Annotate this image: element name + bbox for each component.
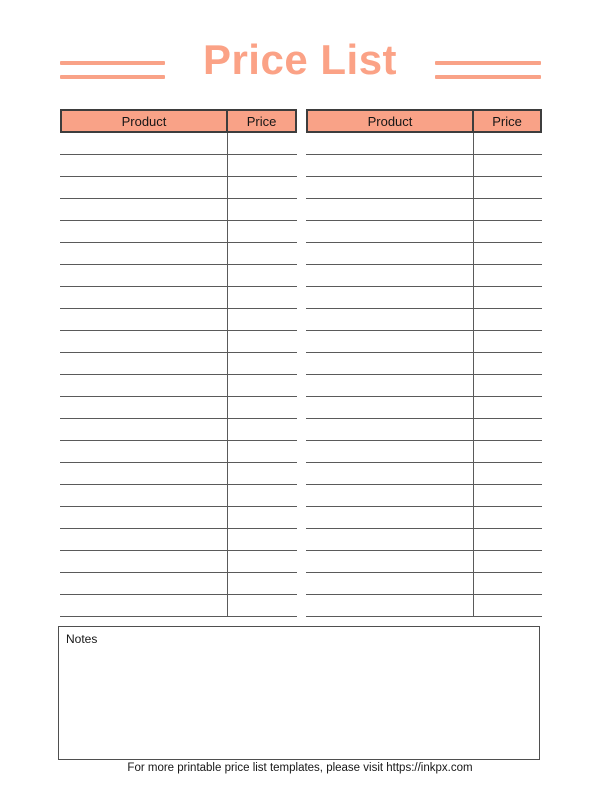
price-cell: [228, 309, 297, 330]
price-cell: [474, 309, 542, 330]
product-cell: [306, 331, 474, 352]
table-row: [306, 265, 542, 287]
price-cell: [228, 287, 297, 308]
price-table-right: [306, 109, 542, 617]
title-decoration-right: [435, 61, 541, 79]
table-row: [60, 155, 297, 177]
price-cell: [474, 199, 542, 220]
product-cell: [60, 133, 228, 154]
product-cell: [306, 397, 474, 418]
price-cell: [228, 507, 297, 528]
price-cell: [228, 243, 297, 264]
product-cell: [60, 155, 228, 176]
table-row: [306, 397, 542, 419]
price-cell: [474, 397, 542, 418]
price-cell: [228, 331, 297, 352]
price-cell: [474, 133, 542, 154]
price-cell: [228, 573, 297, 594]
product-cell: [60, 177, 228, 198]
footer-text: For more printable price list templates, please visit https://inkpx.com: [127, 762, 473, 774]
product-cell: [60, 595, 228, 616]
price-cell: [228, 485, 297, 506]
price-cell: [228, 353, 297, 374]
product-cell: [60, 221, 228, 242]
price-cell: [474, 573, 542, 594]
table-row: [306, 331, 542, 353]
product-cell: [60, 375, 228, 396]
price-cell: [228, 463, 297, 484]
table-row: [306, 595, 542, 617]
column-header-product: Product: [62, 111, 228, 131]
table-body: [60, 133, 297, 617]
table-row: [306, 177, 542, 199]
price-cell: [474, 595, 542, 616]
price-cell: [228, 155, 297, 176]
table-body: [306, 133, 542, 617]
product-cell: [306, 155, 474, 176]
price-table-left: [60, 109, 297, 617]
table-row: [60, 243, 297, 265]
price-cell: [228, 177, 297, 198]
table-row: [306, 199, 542, 221]
product-cell: [306, 529, 474, 550]
table-header-row: [306, 109, 542, 133]
price-cell: [474, 507, 542, 528]
table-row: [306, 529, 542, 551]
table-row: [60, 551, 297, 573]
product-cell: [60, 485, 228, 506]
table-row: [60, 265, 297, 287]
table-row: [306, 353, 542, 375]
price-cell: [228, 397, 297, 418]
product-cell: [60, 243, 228, 264]
price-cell: [228, 595, 297, 616]
table-row: [60, 595, 297, 617]
table-row: [60, 463, 297, 485]
table-row: [306, 287, 542, 309]
page-title: Price List: [202, 36, 398, 83]
table-row: [60, 441, 297, 463]
price-cell: [228, 529, 297, 550]
table-row: [306, 419, 542, 441]
product-cell: [60, 507, 228, 528]
product-cell: [306, 463, 474, 484]
price-cell: [474, 221, 542, 242]
product-cell: [60, 419, 228, 440]
product-cell: [306, 441, 474, 462]
table-row: [306, 243, 542, 265]
table-row: [60, 507, 297, 529]
product-cell: [60, 463, 228, 484]
table-row: [60, 419, 297, 441]
table-row: [60, 331, 297, 353]
product-cell: [306, 287, 474, 308]
price-cell: [474, 419, 542, 440]
deco-bar: [435, 61, 541, 65]
product-cell: [306, 485, 474, 506]
table-row: [60, 309, 297, 331]
price-cell: [228, 133, 297, 154]
price-cell: [228, 199, 297, 220]
price-cell: [228, 441, 297, 462]
product-cell: [306, 133, 474, 154]
price-cell: [474, 155, 542, 176]
notes-label: Notes: [66, 632, 98, 646]
product-cell: [60, 441, 228, 462]
price-cell: [474, 243, 542, 264]
table-row: [306, 155, 542, 177]
product-cell: [306, 309, 474, 330]
product-cell: [60, 199, 228, 220]
table-row: [306, 309, 542, 331]
product-cell: [306, 375, 474, 396]
table-row: [60, 221, 297, 243]
product-cell: [60, 353, 228, 374]
table-row: [306, 463, 542, 485]
table-row: [306, 441, 542, 463]
table-row: [60, 199, 297, 221]
table-row: [60, 573, 297, 595]
table-row: [306, 573, 542, 595]
price-cell: [228, 375, 297, 396]
product-cell: [60, 573, 228, 594]
product-cell: [60, 265, 228, 286]
table-header-row: [60, 109, 297, 133]
table-row: [60, 177, 297, 199]
notes-box: [58, 626, 540, 760]
price-cell: [474, 331, 542, 352]
product-cell: [306, 353, 474, 374]
price-cell: [474, 551, 542, 572]
product-cell: [306, 199, 474, 220]
product-cell: [306, 177, 474, 198]
product-cell: [306, 507, 474, 528]
product-cell: [306, 221, 474, 242]
price-cell: [474, 265, 542, 286]
table-row: [60, 529, 297, 551]
price-cell: [474, 463, 542, 484]
table-row: [306, 133, 542, 155]
price-cell: [228, 551, 297, 572]
price-cell: [474, 375, 542, 396]
product-cell: [60, 397, 228, 418]
price-cell: [474, 529, 542, 550]
product-cell: [60, 331, 228, 352]
price-cell: [228, 265, 297, 286]
price-cell: [474, 287, 542, 308]
table-row: [60, 375, 297, 397]
price-cell: [474, 353, 542, 374]
product-cell: [60, 287, 228, 308]
table-row: [306, 221, 542, 243]
product-cell: [60, 309, 228, 330]
table-row: [60, 353, 297, 375]
product-cell: [306, 573, 474, 594]
table-row: [60, 287, 297, 309]
product-cell: [306, 243, 474, 264]
table-row: [306, 375, 542, 397]
price-cell: [228, 419, 297, 440]
deco-bar: [435, 75, 541, 79]
column-header-price: Price: [492, 113, 522, 129]
product-cell: [306, 265, 474, 286]
product-cell: [60, 551, 228, 572]
table-row: [60, 485, 297, 507]
table-row: [306, 551, 542, 573]
product-cell: [306, 551, 474, 572]
product-cell: [60, 529, 228, 550]
product-cell: [306, 419, 474, 440]
table-row: [306, 485, 542, 507]
table-row: [306, 507, 542, 529]
table-row: [60, 133, 297, 155]
table-row: [60, 397, 297, 419]
price-cell: [474, 441, 542, 462]
product-cell: [306, 595, 474, 616]
price-cell: [228, 221, 297, 242]
column-header-price: Price: [246, 113, 277, 129]
column-header-product: Product: [308, 111, 474, 131]
price-cell: [474, 177, 542, 198]
price-cell: [474, 485, 542, 506]
